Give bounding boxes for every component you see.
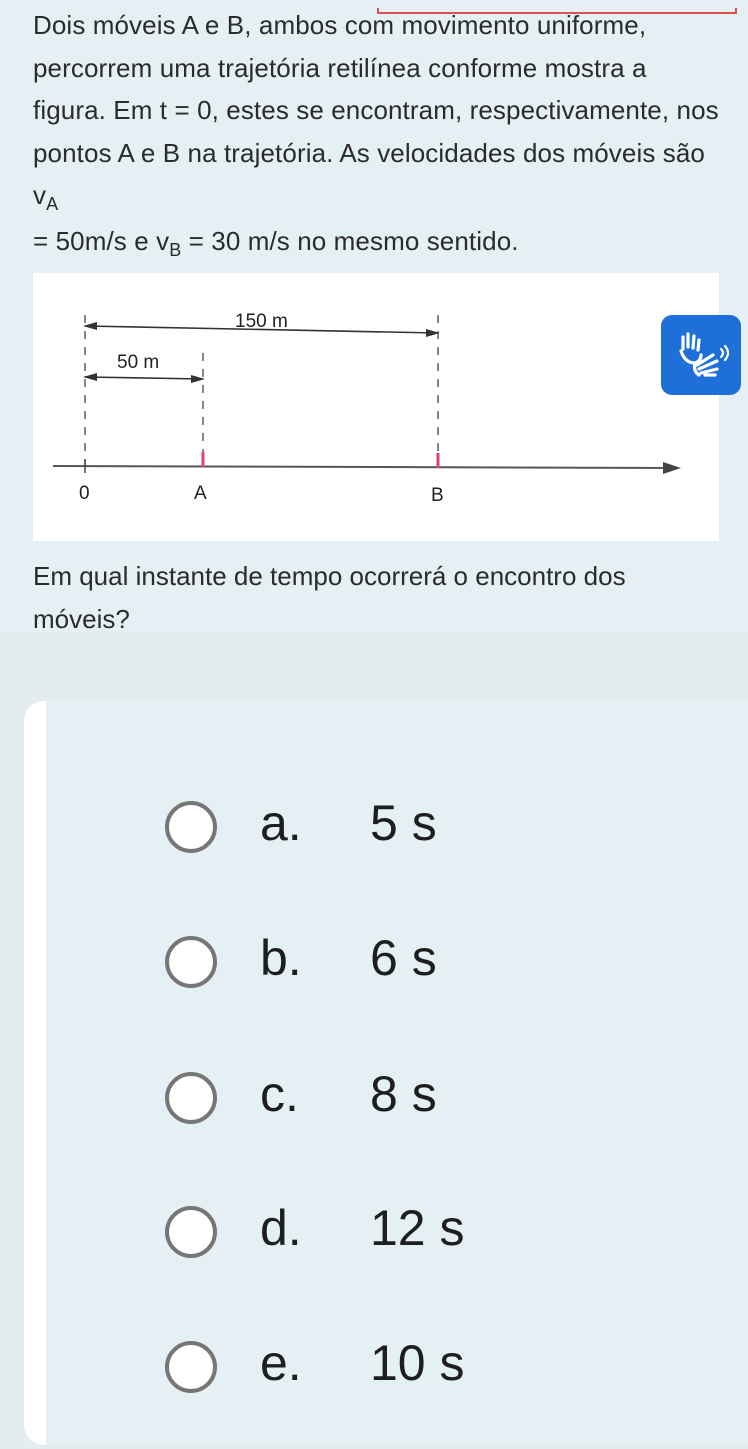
option-a[interactable]: [165, 793, 585, 863]
label-point-b: B: [431, 485, 444, 506]
velocity-b-subscript: B: [169, 239, 182, 260]
option-text-a: 5 s: [370, 795, 437, 851]
trajectory-diagram: [33, 273, 719, 541]
question-text: [33, 4, 723, 265]
trajectory-figure: [33, 273, 719, 541]
dimension-arrow-left: [83, 322, 97, 330]
trajectory-axis: [53, 466, 673, 468]
option-text-c: 8 s: [370, 1066, 437, 1122]
velocity-a-subscript: A: [46, 194, 59, 214]
radio-button-a[interactable]: [165, 801, 217, 853]
option-text-d: 12 s: [370, 1200, 465, 1256]
label-50m: 50 m: [117, 352, 160, 373]
question-intro: Dois móveis A e B, ambos com movimento uniforme, percorrem uma trajetória retilínea conforme mostra a figura. Em t = 0, estes se encontram, respectivamente, nos pontos A e B na trajetória. As velocidades dos móveis são v: [33, 10, 719, 210]
velocity-b-value: = 30 m/s no mesmo sentido.: [181, 225, 519, 256]
axis-arrowhead: [663, 462, 681, 474]
question-panel: [0, 0, 748, 632]
option-text-e: 10 s: [370, 1335, 465, 1391]
radio-button-e[interactable]: [165, 1341, 217, 1393]
question-prompt: Em qual instante de tempo ocorrerá o encontro dos móveis?: [33, 561, 626, 634]
option-letter-b: b.: [260, 930, 302, 986]
radio-button-c[interactable]: [165, 1072, 217, 1124]
radio-button-d[interactable]: [165, 1206, 217, 1258]
option-b[interactable]: [165, 928, 585, 998]
option-c[interactable]: [165, 1064, 585, 1134]
option-letter-c: c.: [260, 1066, 299, 1122]
option-letter-d: d.: [260, 1200, 302, 1256]
option-letter-a: a.: [260, 795, 302, 851]
label-point-a: A: [194, 483, 207, 504]
option-letter-e: e.: [260, 1335, 302, 1391]
label-origin: 0: [79, 483, 90, 504]
sign-language-button[interactable]: [661, 315, 741, 395]
sign-language-hands-icon: [661, 315, 741, 395]
label-150m: 150 m: [235, 311, 288, 332]
option-d[interactable]: [165, 1198, 585, 1268]
velocity-a-value: = 50m/s e v: [33, 225, 170, 256]
radio-button-b[interactable]: [165, 936, 217, 988]
option-text-b: 6 s: [370, 930, 437, 986]
dimension-line-50m: [85, 377, 203, 379]
option-e[interactable]: [165, 1333, 585, 1403]
